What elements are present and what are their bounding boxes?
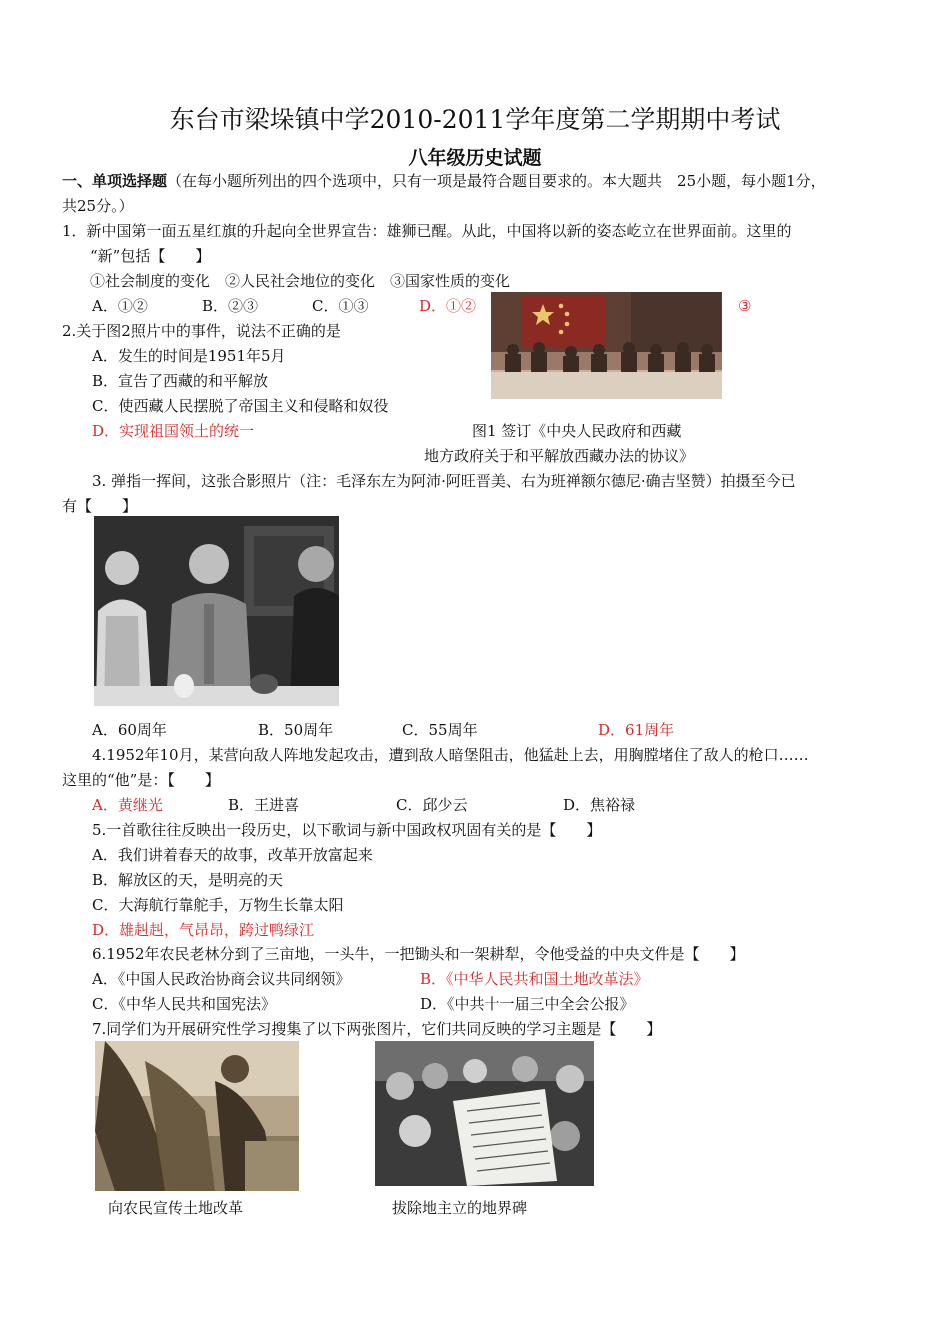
q6-option-c[interactable]: C．《中华人民共和国宪法》 (92, 995, 276, 1013)
q2-option-c[interactable]: C．使西藏人民摆脱了帝国主义和侵略和奴役 (92, 397, 389, 415)
q2-photo-caption-cont: 地方政府关于和平解放西藏办法的协议》 (424, 447, 695, 465)
q7-stem: 7.同学们为开展研究性学习搜集了以下两张图片，它们共同反映的学习主题是【 】 (92, 1020, 662, 1038)
q1-option-d[interactable]: D．①② (419, 297, 477, 315)
group-portrait-photo (94, 516, 339, 706)
q5-option-a[interactable]: A．我们讲着春天的故事，改革开放富起来 (92, 846, 373, 864)
boundary-marker-caption: 拔除地主立的地界碑 (392, 1199, 528, 1217)
q4-option-d[interactable]: D．焦裕禄 (563, 796, 636, 814)
land-reform-photo (95, 1041, 299, 1191)
exam-subtitle: 八年级历史试题 (408, 147, 542, 169)
q3-option-d[interactable]: D．61周年 (598, 721, 675, 739)
q6-option-d[interactable]: D．《中共十一届三中全会公报》 (420, 995, 635, 1013)
section-heading: 一、单项选择题 (62, 172, 168, 190)
section-instruction-cont: 共25分。） (62, 197, 134, 215)
boundary-marker-photo (375, 1041, 594, 1186)
q5-option-c[interactable]: C．大海航行靠舵手，万物生长靠太阳 (92, 896, 344, 914)
q4-option-c[interactable]: C．邱少云 (396, 796, 468, 814)
q2-option-a[interactable]: A．发生的时间是1951年5月 (92, 347, 286, 365)
q4-option-a[interactable]: A．黄继光 (92, 796, 163, 814)
q3-stem-cont: 有【 】 (62, 497, 138, 515)
q1-stem-cont: “新”包括【 】 (90, 247, 211, 265)
exam-title: 东台市梁垛镇中学2010-2011学年度第二学期期中考试 (169, 105, 781, 134)
q3-option-c[interactable]: C．55周年 (402, 721, 478, 739)
q1-option-c[interactable]: C．①③ (312, 297, 369, 315)
q4-option-b[interactable]: B．王进喜 (228, 796, 300, 814)
q5-option-b[interactable]: B．解放区的天，是明亮的天 (92, 871, 284, 889)
section-heading-line (62, 171, 826, 191)
land-reform-caption: 向农民宣传土地改革 (108, 1199, 244, 1217)
q2-stem: 2.关于图2照片中的事件，说法不正确的是 (62, 322, 341, 340)
q4-stem: 4.1952年10月，某营向敌人阵地发起攻击，遭到敌人暗堡阻击，他猛赴上去，用胸膛堵住了敌人的枪口…… (92, 746, 809, 764)
q3-option-b[interactable]: B．50周年 (258, 721, 334, 739)
q3-option-a[interactable]: A．60周年 (92, 721, 167, 739)
section-instruction: （在每小题所列出的四个选项中，只有一项是最符合题目要求的。本大题共 25小题，每小题1分， (167, 172, 826, 190)
q6-option-a[interactable]: A．《中国人民政治协商会议共同纲领》 (92, 970, 351, 988)
q6-stem: 6.1952年农民老林分到了三亩地，一头牛，一把锄头和一架耕犁，令他受益的中央文件是【 】 (92, 945, 745, 963)
q1-option-d-tail: ③ (738, 297, 752, 315)
q1-option-b[interactable]: B．②③ (202, 297, 259, 315)
q5-option-d[interactable]: D．雄赳赳，气昂昂，跨过鸭绿江 (92, 921, 315, 939)
q1-items: ①社会制度的变化 ②人民社会地位的变化 ③国家性质的变化 (90, 272, 511, 290)
q1-stem: 1．新中国第一面五星红旗的升起向全世界宣告：雄狮已醒。从此，中国将以新的姿态屹立在世界面前。这里的 (62, 222, 792, 240)
q2-option-b[interactable]: B．宣告了西藏的和平解放 (92, 372, 269, 390)
q3-stem: 3. 弹指一挥间，这张合影照片（注：毛泽东左为阿沛·阿旺晋美、右为班禅额尔德尼·确吉坚赞）拍摄至今已 (92, 472, 796, 490)
q5-stem: 5.一首歌往往反映出一段历史，以下歌词与新中国政权巩固有关的是【 】 (92, 821, 602, 839)
q2-photo-caption: 图1 签订《中央人民政府和西藏 (472, 422, 682, 440)
treaty-signing-photo (491, 292, 722, 399)
q6-option-b[interactable]: B．《中华人民共和国土地改革法》 (420, 970, 649, 988)
q2-option-d[interactable]: D．实现祖国领土的统一 (92, 422, 255, 440)
q4-stem-cont: 这里的“他”是：【 】 (62, 771, 220, 789)
q1-option-a[interactable]: A．①② (92, 297, 148, 315)
